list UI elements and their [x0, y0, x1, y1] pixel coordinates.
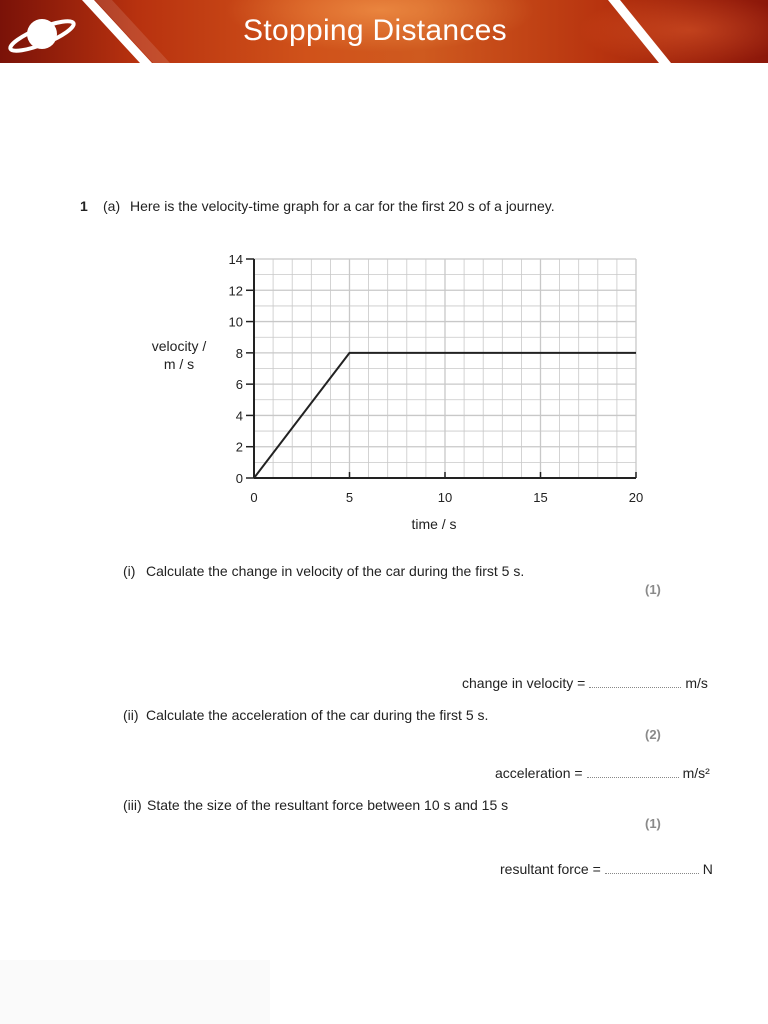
y-tick-label: 4 [235, 408, 243, 424]
answer-unit: m/s² [682, 765, 710, 781]
y-tick-label: 14 [228, 252, 243, 267]
subquestion-iii-marks: (1) [645, 816, 661, 831]
answer-blank[interactable] [605, 861, 699, 874]
answer-unit: m/s [685, 675, 708, 691]
x-tick-label: 20 [628, 490, 644, 505]
subquestion-ii-label: (ii) [123, 707, 139, 723]
y-axis-label-line2: m / s [163, 356, 195, 372]
y-axis-label-line1: velocity / [151, 338, 207, 354]
chart-x-axis-label: time / s [411, 516, 457, 532]
y-tick-label: 6 [235, 377, 243, 393]
y-tick-label: 2 [235, 439, 243, 455]
subquestion-ii-marks: (2) [645, 727, 661, 742]
x-tick-label: 10 [437, 490, 453, 505]
question-text: Here is the velocity-time graph for a car for the first 20 s of a journey. [130, 198, 555, 214]
footer-shade [0, 960, 270, 1024]
subquestion-i-label: (i) [123, 563, 136, 579]
answer-blank[interactable] [589, 675, 681, 688]
y-tick-label: 12 [228, 283, 243, 299]
answer-line-change-in-velocity[interactable] [462, 675, 708, 691]
question-number: 1 [80, 198, 88, 214]
answer-prefix: resultant force = [500, 861, 601, 877]
x-tick-label: 0 [250, 490, 258, 505]
x-tick-label: 5 [345, 490, 354, 505]
page-title: Stopping Distances [243, 14, 507, 47]
subquestion-iii-label: (iii) [123, 797, 142, 813]
subquestion-ii-text: Calculate the acceleration of the car during the first 5 s. [146, 707, 489, 723]
answer-line-resultant-force[interactable] [500, 861, 713, 877]
subquestion-i-marks: (1) [645, 582, 661, 597]
answer-line-acceleration[interactable] [495, 765, 710, 781]
answer-prefix: acceleration = [495, 765, 583, 781]
answer-blank[interactable] [587, 765, 679, 778]
question-part: (a) [103, 198, 121, 214]
y-tick-label: 8 [235, 345, 243, 361]
answer-unit: N [702, 861, 713, 877]
y-tick-label: 10 [228, 314, 243, 330]
answer-prefix: change in velocity = [462, 675, 586, 691]
x-tick-label: 15 [533, 490, 548, 505]
subquestion-i-text: Calculate the change in velocity of the car during the first 5 s. [146, 563, 525, 579]
y-tick-label: 0 [235, 471, 243, 486]
subquestion-iii-text: State the size of the resultant force between 10 s and 15 s [147, 797, 509, 813]
